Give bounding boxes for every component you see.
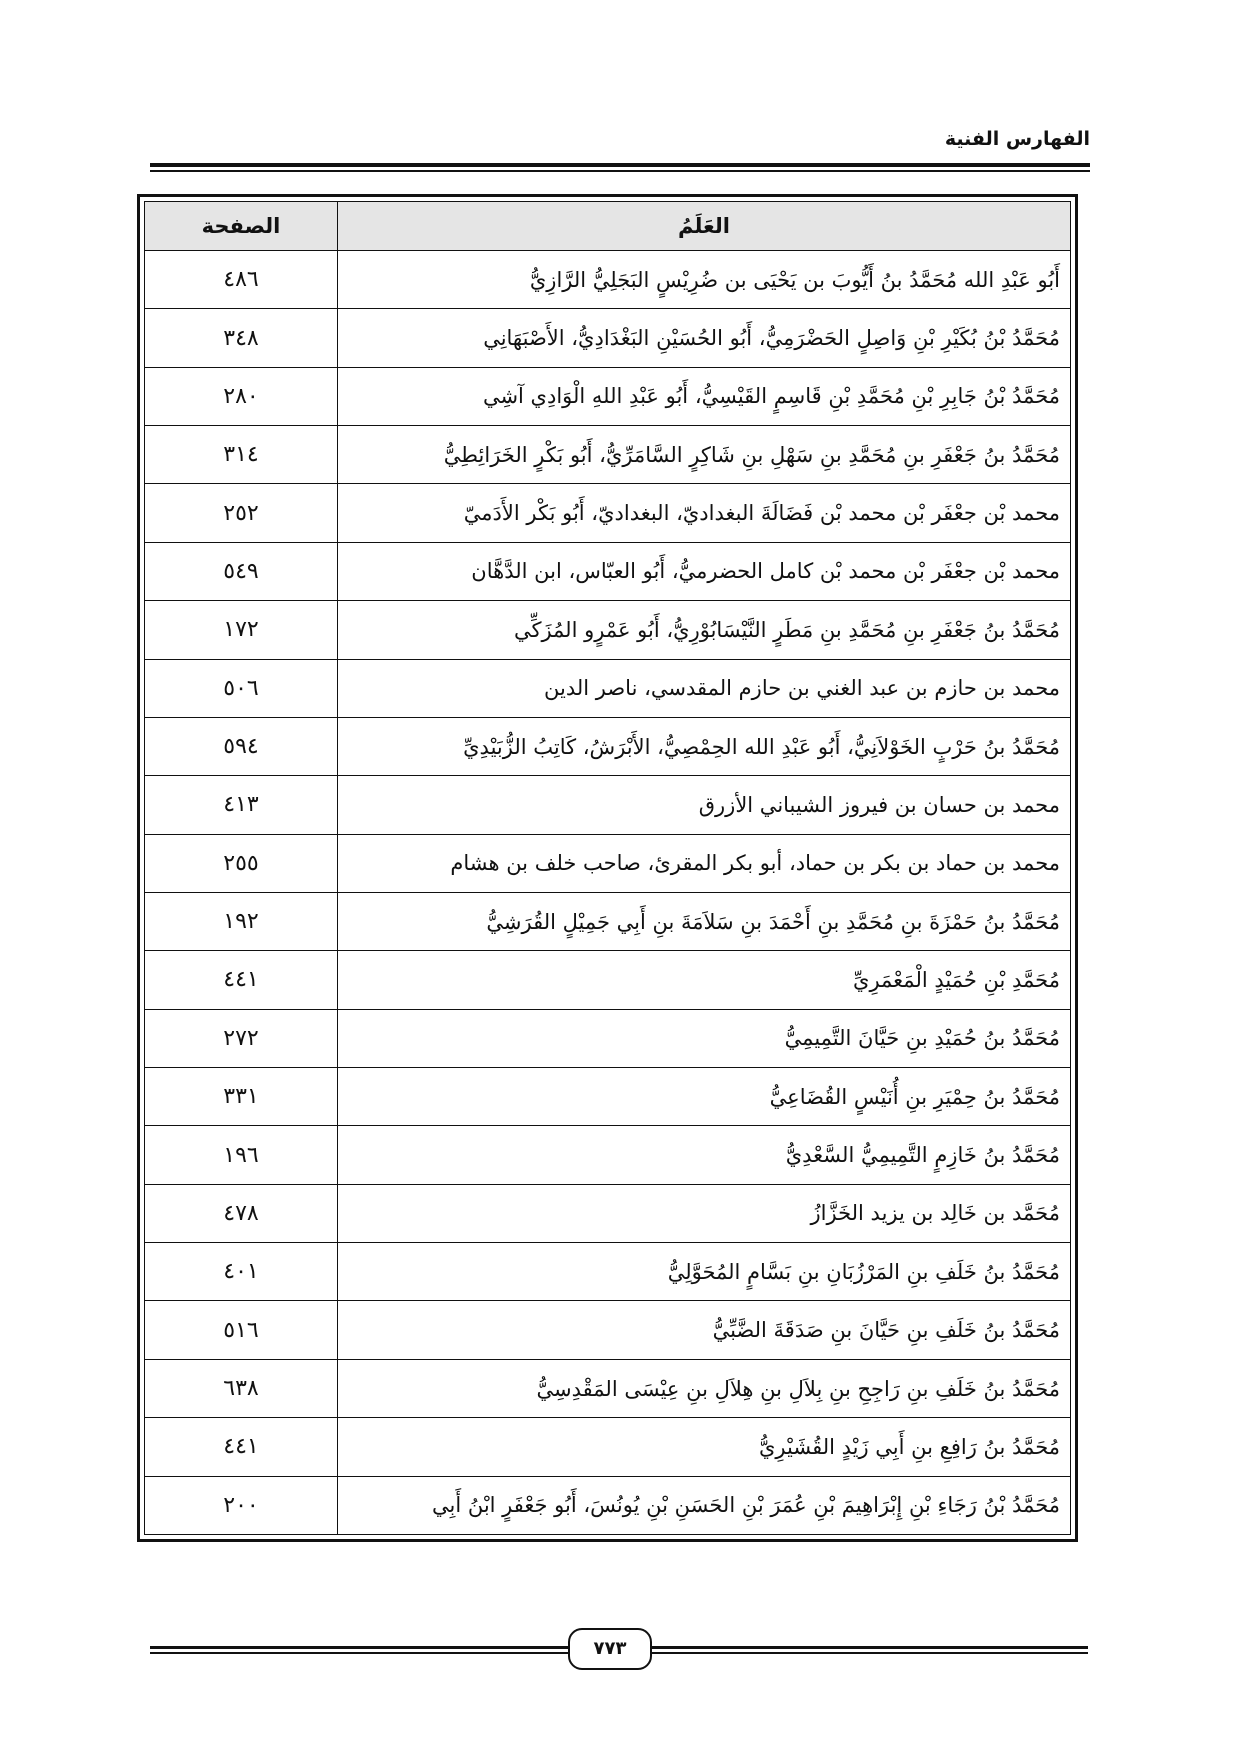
page-number-cell: ٥٠٦ bbox=[145, 659, 338, 717]
table-row bbox=[145, 892, 1071, 950]
person-name-cell: مُحَمَّد بن خَالِد بن يزيد الخَزَّازُ bbox=[338, 1184, 1071, 1242]
page-number-cell: ٢٧٢ bbox=[145, 1009, 338, 1067]
footer-rule-left-thin bbox=[150, 1652, 568, 1654]
person-name-cell: مُحَمَّدُ بنُ خَلَفِ بنِ حَيَّانَ بنِ صَدَقَةَ الضَّبِّيُّ bbox=[338, 1301, 1071, 1359]
table-row bbox=[145, 776, 1071, 834]
page-number-cell: ٢٨٠ bbox=[145, 367, 338, 425]
table-row bbox=[145, 834, 1071, 892]
page-number-cell: ٥٩٤ bbox=[145, 717, 338, 775]
page-number-cell: ٦٣٨ bbox=[145, 1359, 338, 1417]
page-number-cell: ٣١٤ bbox=[145, 426, 338, 484]
person-name-cell: محمد بن حماد بن بكر بن حماد، أبو بكر المقرئ، صاحب خلف بن هشام bbox=[338, 834, 1071, 892]
person-name-cell: محمد بن حازم بن عبد الغني بن حازم المقدسي، ناصر الدين bbox=[338, 659, 1071, 717]
column-header-name: العَلَمُ bbox=[338, 202, 1071, 251]
table-row bbox=[145, 426, 1071, 484]
table-row bbox=[145, 1243, 1071, 1301]
table-row bbox=[145, 1476, 1071, 1534]
page-number-cell: ١٧٢ bbox=[145, 601, 338, 659]
page-number-badge: ٧٧٣ bbox=[568, 1628, 652, 1670]
table-row bbox=[145, 717, 1071, 775]
page-number-cell: ٣٣١ bbox=[145, 1068, 338, 1126]
table-row bbox=[145, 484, 1071, 542]
person-name-cell: مُحَمَّدِ بْنِ حُمَيْدٍ الْمَعْمَرِيِّ bbox=[338, 951, 1071, 1009]
table-row bbox=[145, 951, 1071, 1009]
table-row bbox=[145, 367, 1071, 425]
table-row bbox=[145, 1126, 1071, 1184]
index-table-frame bbox=[137, 194, 1078, 1542]
page-number-cell: ٢٥٥ bbox=[145, 834, 338, 892]
person-name-cell: مُحَمَّدُ بنُ حُمَيْدِ بنِ حَيَّانَ التَّمِيمِيُّ bbox=[338, 1009, 1071, 1067]
page-number-cell: ٤٧٨ bbox=[145, 1184, 338, 1242]
person-name-cell: مُحَمَّدُ بْنُ بُكَيْرِ بْنِ وَاصِلٍ الحَضْرَمِيُّ، أَبُو الحُسَيْنِ البَغْدَادِيُّ، الأَصْبَهَانِي bbox=[338, 309, 1071, 367]
footer-rule-left-thick bbox=[150, 1646, 568, 1649]
page-number-cell: ٤٠١ bbox=[145, 1243, 338, 1301]
person-name-cell: مُحَمَّدُ بْنُ جَابِرِ بْنِ مُحَمَّدِ بْنِ قَاسِمٍ القَيْسِيُّ، أَبُو عَبْدِ اللهِ الْوَادِي آشِي bbox=[338, 367, 1071, 425]
table-row bbox=[145, 1301, 1071, 1359]
page-number-cell: ٣٤٨ bbox=[145, 309, 338, 367]
person-name-cell: محمد بْن جعْفَر بْن محمد بْن كامل الحضرميُّ، أَبُو العبّاس، ابن الدَّهَّان bbox=[338, 542, 1071, 600]
table-row bbox=[145, 601, 1071, 659]
person-name-cell: مُحَمَّدُ بنُ جَعْفَرِ بنِ مُحَمَّدِ بنِ سَهْلِ بنِ شَاكِرٍ السَّامَرِّيُّ، أَبُو بَكْرٍ الخَرَائِطِيُّ bbox=[338, 426, 1071, 484]
table-row bbox=[145, 1009, 1071, 1067]
table-row bbox=[145, 542, 1071, 600]
page-number-cell: ٤٤١ bbox=[145, 951, 338, 1009]
page-number-cell: ٥٤٩ bbox=[145, 542, 338, 600]
column-header-page: الصفحة bbox=[145, 202, 338, 251]
table-row bbox=[145, 659, 1071, 717]
table-row bbox=[145, 1184, 1071, 1242]
person-name-cell: مُحَمَّدُ بنُ رَافِعِ بنِ أَبِي زَيْدٍ القُشَيْرِيُّ bbox=[338, 1418, 1071, 1476]
page-number-cell: ١٩٦ bbox=[145, 1126, 338, 1184]
person-name-cell: مُحَمَّدُ بنُ جَعْفَرِ بنِ مُحَمَّدِ بنِ مَطَرٍ النَّيْسَابُوْرِيُّ، أَبُو عَمْرٍو المُزَكِّي bbox=[338, 601, 1071, 659]
page-number-cell: ٢٥٢ bbox=[145, 484, 338, 542]
page-number-cell: ٤١٣ bbox=[145, 776, 338, 834]
table-row bbox=[145, 1359, 1071, 1417]
person-name-cell: محمد بْن جعْفَر بْن محمد بْن فَضَالَةَ البغداديّ، البغداديّ، أَبُو بَكْر الأَدَميّ bbox=[338, 484, 1071, 542]
person-name-cell: أَبُو عَبْدِ الله مُحَمَّدُ بنُ أَيُّوبَ بن يَحْيَى بن ضُرِيْسٍ البَجَلِيُّ الرَّازِيُّ bbox=[338, 251, 1071, 309]
person-name-cell: مُحَمَّدُ بنُ خَلَفِ بنِ المَرْزُبَانِ بنِ بَسَّامٍ المُحَوَّلِيُّ bbox=[338, 1243, 1071, 1301]
person-name-cell: مُحَمَّدُ بنُ حِمْيَرِ بنِ أُنَيْسٍ القُضَاعِيُّ bbox=[338, 1068, 1071, 1126]
person-name-cell: محمد بن حسان بن فيروز الشيباني الأزرق bbox=[338, 776, 1071, 834]
page-number-cell: ٤٨٦ bbox=[145, 251, 338, 309]
page-header-title: الفهارس الفنية bbox=[944, 128, 1090, 150]
page-number-cell: ٥١٦ bbox=[145, 1301, 338, 1359]
header-rule-thick bbox=[150, 163, 1090, 167]
person-name-cell: مُحَمَّدُ بنُ حَرْبٍ الخَوْلاَنِيُّ، أَبُو عَبْدِ الله الحِمْصِيُّ، الأَبْرَشُ، كَاتِبُ الزُّبَيْدِيِّ bbox=[338, 717, 1071, 775]
footer-rule-right-thick bbox=[652, 1646, 1088, 1649]
index-table bbox=[144, 201, 1071, 1535]
page-number-cell: ٤٤١ bbox=[145, 1418, 338, 1476]
table-body bbox=[145, 251, 1071, 1535]
table-row bbox=[145, 309, 1071, 367]
table-row bbox=[145, 251, 1071, 309]
footer-rule-right-thin bbox=[652, 1652, 1088, 1654]
page-number-cell: ٢٠٠ bbox=[145, 1476, 338, 1534]
person-name-cell: مُحَمَّدُ بْنُ رَجَاءِ بْنِ إِبْرَاهِيمَ بْنِ عُمَرَ بْنِ الحَسَنِ بْنِ يُونُسَ، أَبُو جَعْفَرٍ ابْنُ أَبِي bbox=[338, 1476, 1071, 1534]
table-header-row bbox=[145, 202, 1071, 251]
person-name-cell: مُحَمَّدُ بنُ حَمْزَةَ بنِ مُحَمَّدِ بنِ أَحْمَدَ بنِ سَلاَمَةَ بنِ أَبِي جَمِيْلٍ القُرَشِيُّ bbox=[338, 892, 1071, 950]
table-row bbox=[145, 1418, 1071, 1476]
page-number-cell: ١٩٢ bbox=[145, 892, 338, 950]
header-rule-thin bbox=[150, 170, 1090, 172]
person-name-cell: مُحَمَّدُ بنُ خَلَفِ بنِ رَاجِحِ بنِ بِلاَلِ بنِ هِلاَلِ بنِ عِيْسَى المَقْدِسِيُّ bbox=[338, 1359, 1071, 1417]
table-row bbox=[145, 1068, 1071, 1126]
person-name-cell: مُحَمَّدُ بنُ خَازِمٍ التَّمِيمِيُّ السَّعْدِيُّ bbox=[338, 1126, 1071, 1184]
